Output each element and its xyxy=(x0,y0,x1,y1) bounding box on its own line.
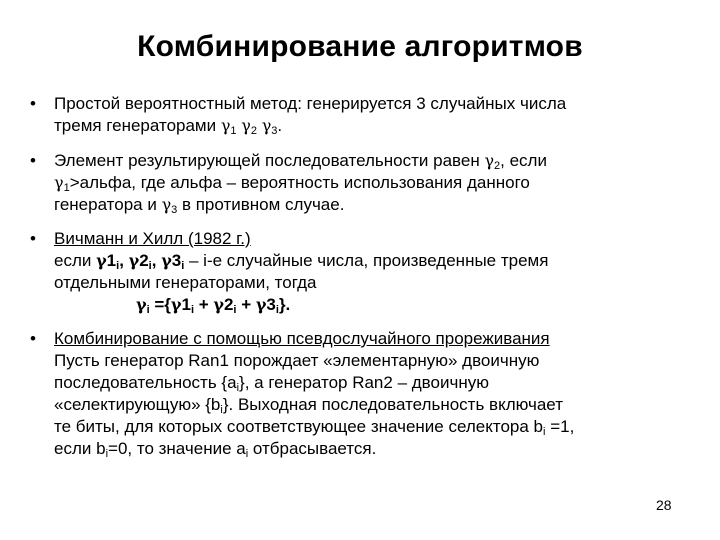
bullet-item-3 xyxy=(28,228,698,316)
variable: 3 xyxy=(266,295,276,314)
subscript: 3 xyxy=(271,125,278,137)
bullet-icon: • xyxy=(30,94,36,113)
bullet-item-1 xyxy=(28,93,698,137)
text: }. Выходная последовательность включает xyxy=(222,395,563,414)
text: =1, xyxy=(545,417,575,436)
bullet-4-line-5 xyxy=(54,416,698,438)
bullet-2-line-1 xyxy=(54,150,698,172)
gamma-symbol: γ xyxy=(261,116,272,135)
bullet-icon: • xyxy=(30,229,36,248)
plus: + xyxy=(194,295,214,314)
text: , xyxy=(151,251,162,270)
gamma-symbol: γ xyxy=(136,295,147,314)
subscript: i xyxy=(146,304,150,316)
text: – i-е случайные числа, произведенные тремя xyxy=(184,251,549,270)
subscript: i xyxy=(148,260,152,272)
bullet-icon: • xyxy=(30,329,36,348)
variable: 1 xyxy=(106,251,117,270)
text: «селектирующую» {b xyxy=(54,395,221,414)
subscript: i xyxy=(220,404,223,416)
formula-eq: ={ xyxy=(149,295,171,314)
variable: 2 xyxy=(139,251,149,270)
subscript: 3 xyxy=(171,204,178,216)
text: если b xyxy=(54,439,106,458)
text: }, а генератор Ran2 – двоичную xyxy=(239,373,489,392)
bullet-4-heading: Комбинирование с помощью псевдослучайного прореживания xyxy=(54,329,550,348)
gamma-symbol: γ xyxy=(241,116,251,135)
text: те биты, для которых соответствующее значение селектора b xyxy=(54,417,544,436)
bullet-list xyxy=(28,93,698,460)
subscript: i xyxy=(233,304,237,316)
formula xyxy=(54,294,698,316)
subscript: i xyxy=(543,426,546,438)
gamma-symbol: γ xyxy=(255,295,267,314)
subscript: i xyxy=(236,382,240,394)
plus: + xyxy=(236,295,256,314)
bullet-2-line-3 xyxy=(54,194,698,216)
subscript: i xyxy=(105,448,109,460)
subscript: i xyxy=(181,260,185,272)
gamma-symbol: γ xyxy=(96,251,107,270)
subscript: 1 xyxy=(230,125,237,137)
subscript: i xyxy=(190,304,194,316)
gamma-symbol: γ xyxy=(161,195,172,214)
gamma-symbol: γ xyxy=(54,173,64,192)
text: , если xyxy=(500,151,547,170)
text: Элемент результирующей последовательности равен xyxy=(54,151,485,170)
slide-title: Комбинирование алгоритмов xyxy=(137,30,583,63)
subscript: 1 xyxy=(63,182,70,194)
subscript: i xyxy=(116,260,120,272)
text: последовательность {a xyxy=(54,373,237,392)
text: если xyxy=(54,251,97,270)
bullet-4-line-4 xyxy=(54,394,698,416)
text: генератора и xyxy=(54,195,162,214)
gamma-symbol: γ xyxy=(170,295,182,314)
text: >альфа, где альфа – вероятность использования данного xyxy=(69,173,530,192)
gamma-symbol: γ xyxy=(161,251,172,270)
gamma-symbol: γ xyxy=(128,251,140,270)
subscript: i xyxy=(245,448,249,460)
gamma-symbol: γ xyxy=(213,295,224,314)
bullet-2-line-2 xyxy=(54,172,698,194)
bullet-item-4 xyxy=(28,328,698,460)
bullet-4-line-6 xyxy=(54,438,698,460)
gamma-symbol: γ xyxy=(220,116,231,135)
gamma-symbol: γ xyxy=(484,151,494,170)
subscript: i xyxy=(275,304,279,316)
bullet-item-2 xyxy=(28,150,698,216)
bullet-3-line-3: отдельными генераторами, тогда xyxy=(54,273,317,292)
bullet-3-heading: Вичманн и Хилл (1982 г.) xyxy=(54,229,251,248)
variable: 1 xyxy=(181,295,191,314)
bullet-3-line-2 xyxy=(54,250,698,272)
bullet-icon: • xyxy=(30,151,36,170)
variable: 3 xyxy=(171,251,182,270)
text: в противном случае. xyxy=(177,195,345,214)
page-number: 28 xyxy=(656,497,672,513)
bullet-4-line-2: Пусть генератор Ran1 порождает «элементарную» двоичную xyxy=(54,351,540,370)
subscript: 2 xyxy=(250,125,257,137)
bullet-1-line-1: Простой вероятностный метод: генерируется 3 случайных числа xyxy=(54,94,567,113)
period: . xyxy=(277,116,283,135)
bullet-4-line-3 xyxy=(54,372,698,394)
text: отбрасывается. xyxy=(248,439,377,458)
text: =0, то значение a xyxy=(108,439,246,458)
bullet-1-text: тремя генераторами xyxy=(54,116,221,135)
text: , xyxy=(119,251,129,270)
bullet-1-line-2 xyxy=(54,115,698,137)
subscript: 2 xyxy=(494,160,501,172)
variable: 2 xyxy=(223,295,234,314)
formula-end: }. xyxy=(278,295,291,314)
